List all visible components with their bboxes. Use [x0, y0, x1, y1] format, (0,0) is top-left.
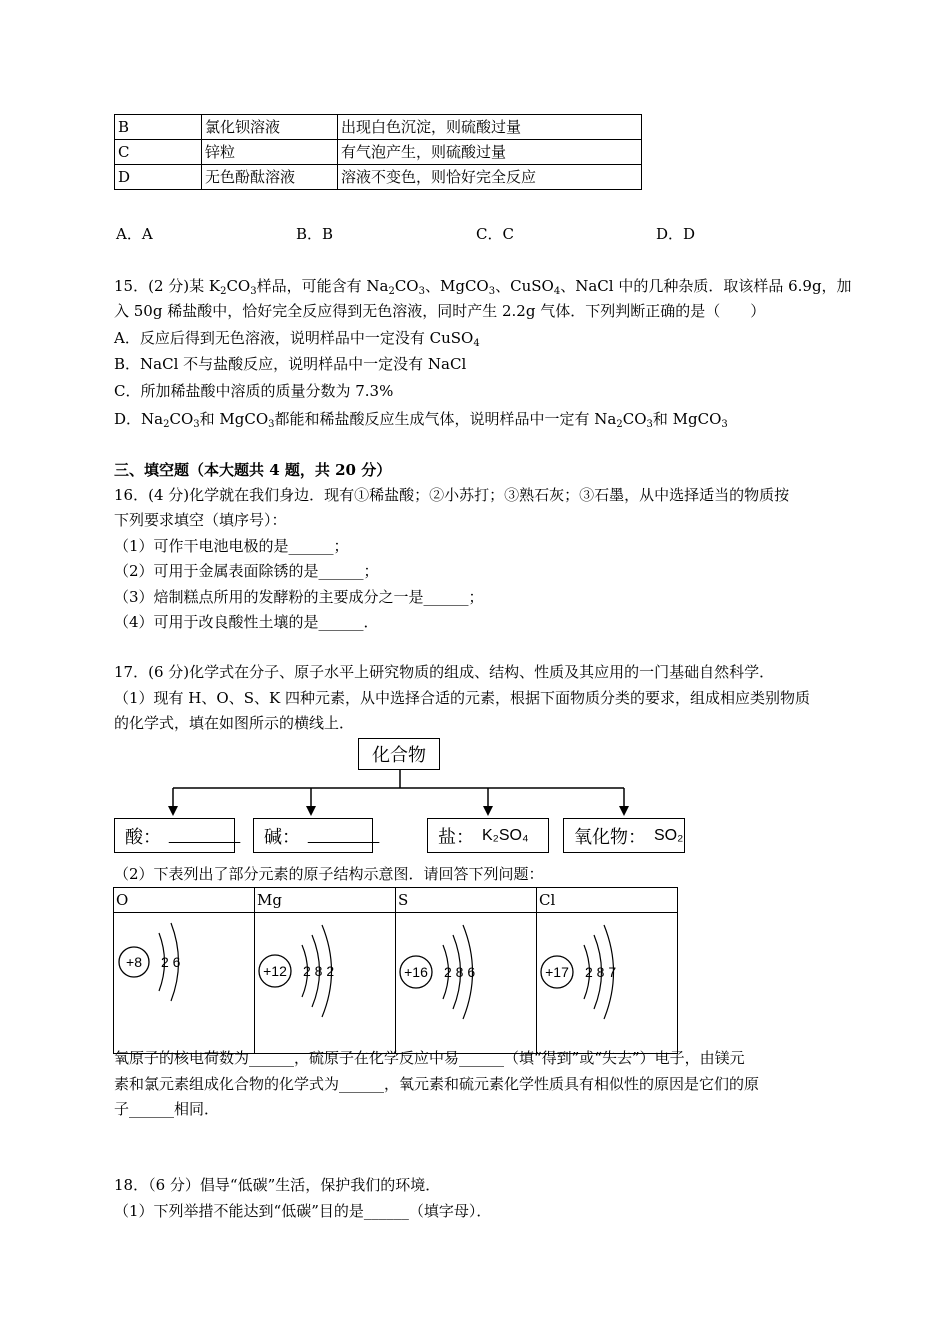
q17-question-line1: 氧原子的核电荷数为______，硫原子在化学反应中易______（填“得到”或“失去”）电子，由镁元 — [114, 1049, 745, 1067]
base-box: 碱： ________ — [253, 818, 373, 853]
q15-stem-line2: 入 50g 稀盐酸中，恰好完全反应得到无色溶液，同时产生 2.2g 气体．下列判断正确的是（ ） — [114, 302, 766, 320]
base-answer-blank[interactable]: ________ — [308, 826, 380, 844]
chlorine-atom-diagram — [537, 913, 675, 1049]
q15-stem-line1: 15．(2 分)某 $K_2CO_3$样品，可能含有 $Na_2CO_3$、MgCO$_3$、CuSO$_4$、NaCl 中的几种杂质．取该样品 6.9g，加 — [114, 277, 852, 297]
result-cell: 出现白色沉淀，则硫酸过量 — [338, 115, 642, 140]
oxide-answer: SO₂ — [654, 826, 684, 844]
atom-diagram-cell — [114, 913, 255, 1054]
oxide-box: 氧化物： SO₂ — [563, 818, 685, 853]
atom-diagram-cell — [396, 913, 537, 1054]
q16-item-3: （3）焙制糕点所用的发酵粉的主要成分之一是______； — [114, 588, 484, 606]
q17-stem-line3: 的化学式，填在如图所示的横线上． — [114, 714, 355, 732]
atom-diagram-cell — [537, 913, 678, 1054]
q16-item-2: （2）可用于金属表面除锈的是______； — [114, 562, 379, 580]
nucleus-label: +12 — [263, 963, 287, 979]
choice-a[interactable]: A．A — [116, 225, 153, 243]
option-letter: B — [115, 115, 202, 140]
q16-item-1: （1）可作干电池电极的是______； — [114, 537, 349, 555]
choice-b[interactable]: B．B — [296, 225, 334, 243]
q18-stem-line2: （1）下列举措不能达到“低碳”目的是______（填字母）． — [114, 1202, 492, 1220]
q16-stem-line1: 16．(4 分)化学就在我们身边．现有①稀盐酸；②小苏打；③熟石灰；③石墨，从中选择适当的物质按 — [114, 486, 790, 504]
q17-question-line3: 子______相同． — [114, 1100, 220, 1118]
acid-box: 酸： ________ — [114, 818, 235, 853]
shell-electrons: 2 8 2 — [303, 963, 335, 979]
q15-option-d[interactable]: D．$Na_2CO_3$和 MgCO$_3$都能和稀盐酸反应生成气体，说明样品中一定有 $Na_2CO_3$和 MgCO$_3$ — [114, 410, 728, 430]
atom-symbol: Cl — [537, 888, 678, 913]
magnesium-atom-diagram — [255, 913, 393, 1049]
q15-option-a[interactable]: A．反应后得到无色溶液，说明样品中一定没有 CuSO$_4$ — [114, 329, 480, 349]
option-letter: D — [115, 165, 202, 190]
q16-stem-line2: 下列要求填空（填序号）： — [114, 511, 287, 529]
section-title: 三、填空题（本大题共 4 题，共 20 分） — [114, 461, 392, 479]
compound-root-box: 化合物 — [358, 738, 440, 770]
q17-question-line2: 素和氯元素组成化合物的化学式为______，氧元素和硫元素化学性质具有相似性的原因是它们的原 — [114, 1075, 760, 1093]
shell-electrons: 2 8 7 — [585, 964, 617, 980]
result-cell: 有气泡产生，则硫酸过量 — [338, 140, 642, 165]
choice-c[interactable]: C．C — [476, 225, 514, 243]
option-letter: C — [115, 140, 202, 165]
q17-stem-line2: （1）现有 H、O、S、K 四种元素，从中选择合适的元素，根据下面物质分类的要求，组成相应类别物质 — [114, 689, 810, 707]
reagent-cell: 锌粒 — [202, 140, 338, 165]
nucleus-label: +16 — [404, 964, 428, 980]
atom-diagram-cell — [255, 913, 396, 1054]
salt-box: 盐： K₂SO₄ — [427, 818, 549, 853]
result-cell: 溶液不变色，则恰好完全反应 — [338, 165, 642, 190]
atom-structure-table — [113, 887, 678, 1054]
reagent-cell: 氯化钡溶液 — [202, 115, 338, 140]
q16-item-4: （4）可用于改良酸性土壤的是______． — [114, 613, 379, 631]
atom-symbol: S — [396, 888, 537, 913]
q17-stem-line1: 17．(6 分)化学式在分子、原子水平上研究物质的组成、结构、性质及其应用的一门基础自然科学． — [114, 663, 775, 681]
choice-d[interactable]: D．D — [656, 225, 696, 243]
sulfur-atom-diagram — [396, 913, 534, 1049]
nucleus-label: +8 — [126, 954, 142, 970]
shell-electrons: 2 6 — [161, 954, 181, 970]
q18-stem-line1: 18．（6 分）倡导“低碳”生活，保护我们的环境． — [114, 1176, 441, 1194]
oxygen-atom-diagram — [114, 913, 252, 1049]
salt-answer: K₂SO₄ — [482, 826, 529, 844]
q15-option-c[interactable]: C．所加稀盐酸中溶质的质量分数为 7.3% — [114, 382, 394, 400]
shell-electrons: 2 8 6 — [444, 964, 476, 980]
nucleus-label: +17 — [545, 964, 569, 980]
q15-option-b[interactable]: B．NaCl 不与盐酸反应，说明样品中一定没有 NaCl — [114, 355, 467, 373]
atom-symbol: O — [114, 888, 255, 913]
reagent-cell: 无色酚酞溶液 — [202, 165, 338, 190]
atom-symbol: Mg — [255, 888, 396, 913]
acid-answer-blank[interactable]: ________ — [169, 826, 241, 844]
q17-part2-line: （2）下表列出了部分元素的原子结构示意图．请回答下列问题： — [114, 865, 544, 883]
